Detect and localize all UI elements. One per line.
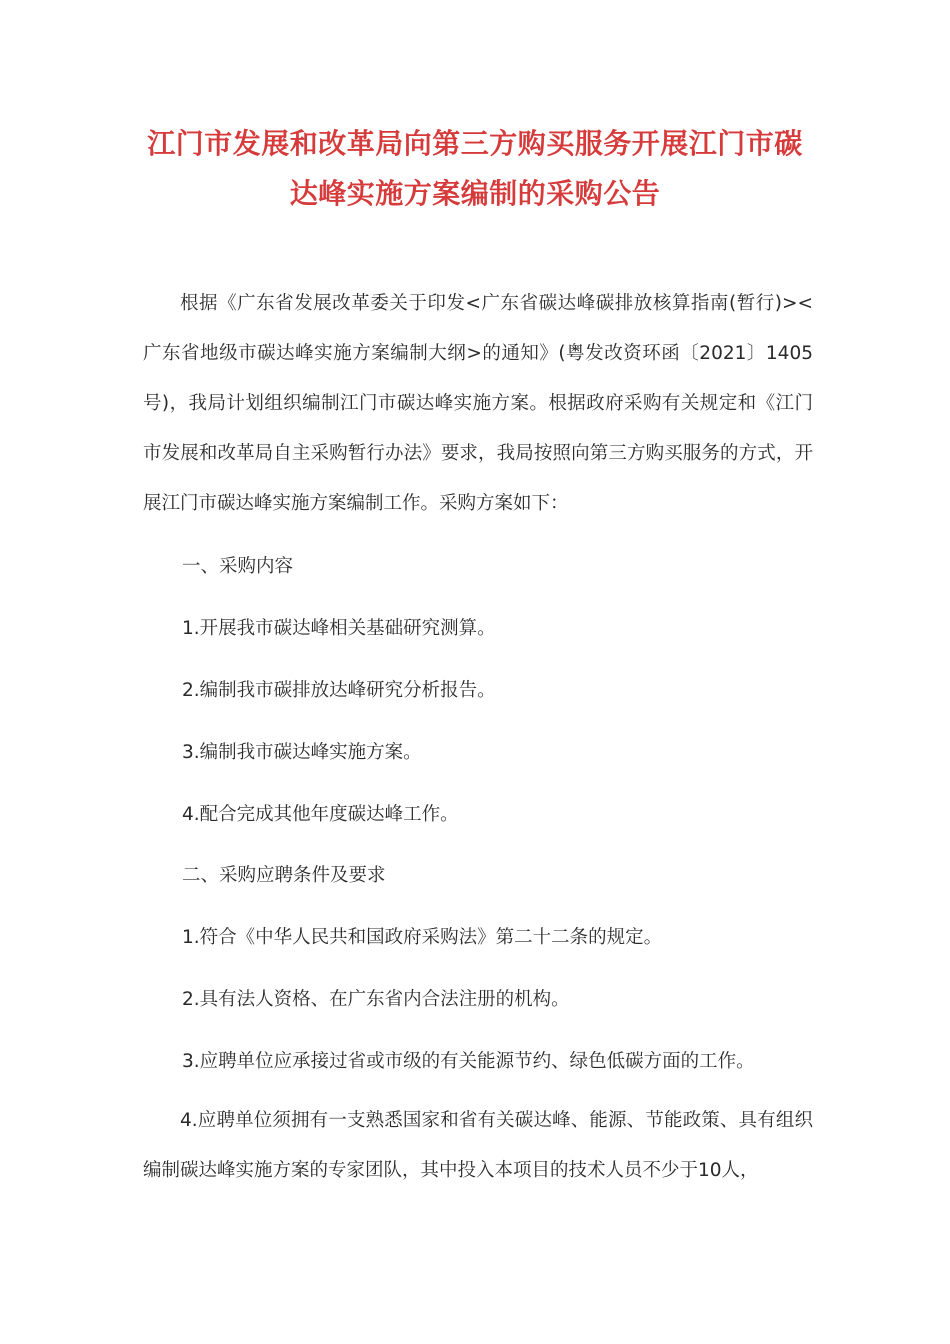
section-1-item: 3.编制我市碳达峰实施方案。 (182, 742, 422, 763)
section-1-item: 1.开展我市碳达峰相关基础研究测算。 (182, 618, 496, 639)
section-2-item: 2.具有法人资格、在广东省内合法注册的机构。 (182, 989, 570, 1010)
section-1-item: 4.配合完成其他年度碳达峰工作。 (182, 804, 459, 825)
section-2-item-paragraph: 4.应聘单位须拥有一支熟悉国家和省有关碳达峰、能源、节能政策、具有组织编制碳达峰实施方案的专家团队，其中投入本项目的技术人员不少于10人， (143, 1110, 813, 1181)
section-2-heading: 二、采购应聘条件及要求 (182, 865, 386, 886)
document-title-line-1: 江门市发展和改革局向第三方购买服务开展江门市碳 (147, 127, 803, 160)
section-1-item: 2.编制我市碳排放达峰研究分析报告。 (182, 680, 496, 701)
section-2-item: 3.应聘单位应承接过省或市级的有关能源节约、绿色低碳方面的工作。 (182, 1051, 755, 1072)
section-1-heading: 一、采购内容 (182, 556, 294, 577)
document-title-line-2: 达峰实施方案编制的采购公告 (289, 177, 661, 210)
intro-paragraph: 根据《广东省发展改革委关于印发<广东省碳达峰碳排放核算指南(暂行)><广东省地级市碳达峰实施方案编制大纲>的通知》(粤发改资环函〔2021〕1405号)，我局计划组织编制江门市碳达峰实施方案。根据政府采购有关规定和《江门市发展和改革局自主采购暂行办法》要求，我局按照向第三方购买服务的方式，开展江门市碳达峰实施方案编制工作。采购方案如下： (143, 293, 813, 514)
section-2-item: 1.符合《中华人民共和国政府采购法》第二十二条的规定。 (182, 927, 663, 948)
